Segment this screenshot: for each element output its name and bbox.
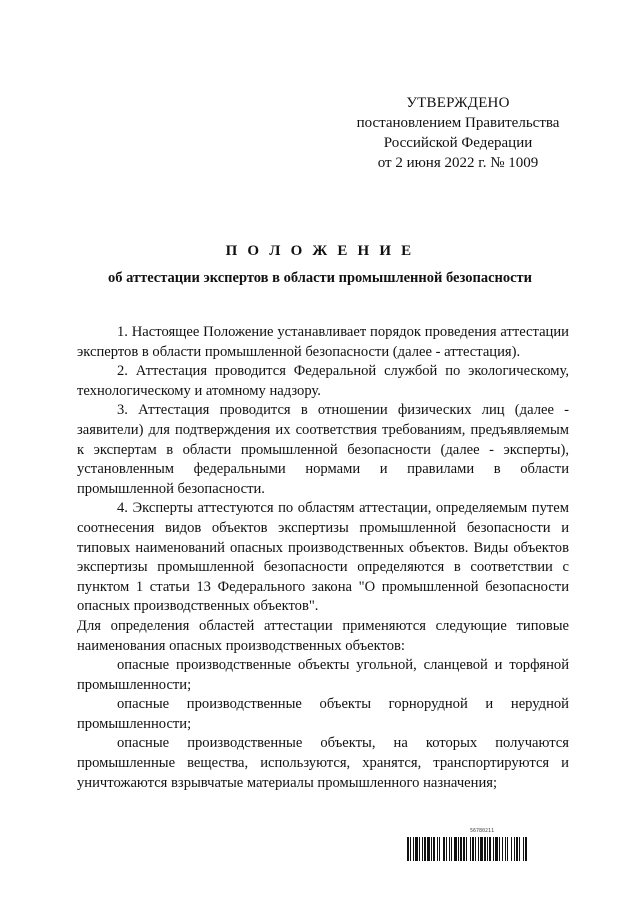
- barcode-bar: [431, 837, 432, 861]
- barcode-bar: [493, 837, 494, 861]
- list-item: опасные производственные объекты горнорудной и нерудной промышленности;: [77, 696, 569, 732]
- barcode-bar: [424, 837, 426, 861]
- approval-line-3: от 2 июня 2022 г. № 1009: [377, 155, 539, 171]
- approval-line-2: Российской Федерации: [383, 135, 533, 151]
- barcode-bar: [519, 837, 520, 861]
- barcode-bar: [449, 837, 450, 861]
- barcode: [407, 837, 577, 861]
- barcode-bar: [511, 837, 512, 861]
- barcode-bar: [407, 837, 409, 861]
- barcode-bar: [470, 837, 471, 861]
- barcode-bar: [514, 837, 515, 861]
- barcode-bar: [446, 837, 447, 861]
- barcode-bar: [451, 837, 452, 861]
- barcode-bar: [472, 837, 474, 861]
- document-title: П О Л О Ж Е Н И Е: [225, 243, 415, 259]
- barcode-bar: [454, 837, 457, 861]
- barcode-bar: [419, 837, 420, 861]
- barcode-bar: [466, 837, 467, 861]
- barcode-bar: [480, 837, 483, 861]
- approved-label: УТВЕРЖДЕНО: [406, 95, 510, 111]
- barcode-bar: [525, 837, 527, 861]
- barcode-bar: [487, 837, 488, 861]
- barcode-bar: [460, 837, 462, 861]
- barcode-bar: [413, 837, 414, 861]
- barcode-bar: [505, 837, 506, 861]
- document-subtitle: об аттестации экспертов в области промышленной безопасности: [107, 270, 533, 286]
- barcode-bar: [410, 837, 411, 861]
- paragraph-5: Для определения областей аттестации применяются следующие типовые наименования опасных производственных объектов:: [77, 617, 569, 654]
- barcode-bar: [427, 837, 430, 861]
- barcode-number: 56780211: [470, 828, 495, 834]
- barcode-bar: [516, 837, 518, 861]
- barcode-bar: [433, 837, 435, 861]
- list-item: опасные производственные объекты угольной, сланцевой и торфяной промышленности;: [77, 657, 569, 693]
- barcode-bar: [478, 837, 479, 861]
- barcode-bar: [437, 837, 438, 861]
- barcode-bar: [484, 837, 486, 861]
- barcode-bar: [458, 837, 459, 861]
- barcode-bar: [463, 837, 465, 861]
- barcode-bar: [502, 837, 503, 861]
- barcode-bar: [499, 837, 500, 861]
- document-body: [77, 323, 569, 793]
- barcode-bar: [495, 837, 498, 861]
- paragraph-3: 3. Аттестация проводится в отношении физических лиц (далее - заявители) для подтверждения их соответствия требованиям, предъявляемым к экспертам в области промышленной безопасности (далее - эксперты), установленным федеральными нормами и правилами в области промышленной безопасности.: [77, 402, 569, 497]
- list-item: опасные производственные объекты, на которых получаются промышленные вещества, используются, хранятся, транспортируются и уничтожаются взрывчатые материалы промышленного назначения;: [77, 735, 569, 791]
- barcode-bar: [507, 837, 508, 861]
- barcode-bar: [443, 837, 445, 861]
- paragraph-1: 1. Настоящее Положение устанавливает порядок проведения аттестации экспертов в области промышленной безопасности (далее - аттестация).: [77, 324, 569, 360]
- barcode-bar: [415, 837, 418, 861]
- barcode-bar: [475, 837, 476, 861]
- barcode-bar: [523, 837, 524, 861]
- barcode-bar: [422, 837, 423, 861]
- approval-stamp: [338, 93, 578, 173]
- approval-line-1: постановлением Правительства: [356, 115, 560, 131]
- paragraph-2: 2. Аттестация проводится Федеральной службой по экологическому, технологическому и атомному надзору.: [77, 363, 569, 399]
- barcode-bar: [489, 837, 491, 861]
- barcode-bar: [439, 837, 440, 861]
- paragraph-4: 4. Эксперты аттестуются по областям аттестации, определяемым путем соотнесения видов объектов экспертизы промышленной безопасности и типовых наименований опасных производственных объектов. Виды объектов экспертизы промышленной безопасности определяются в соответствии с пунктом 1 статьи 13 Федерального закона "О промышленной безопасности опасных производственных объектов".: [77, 500, 569, 615]
